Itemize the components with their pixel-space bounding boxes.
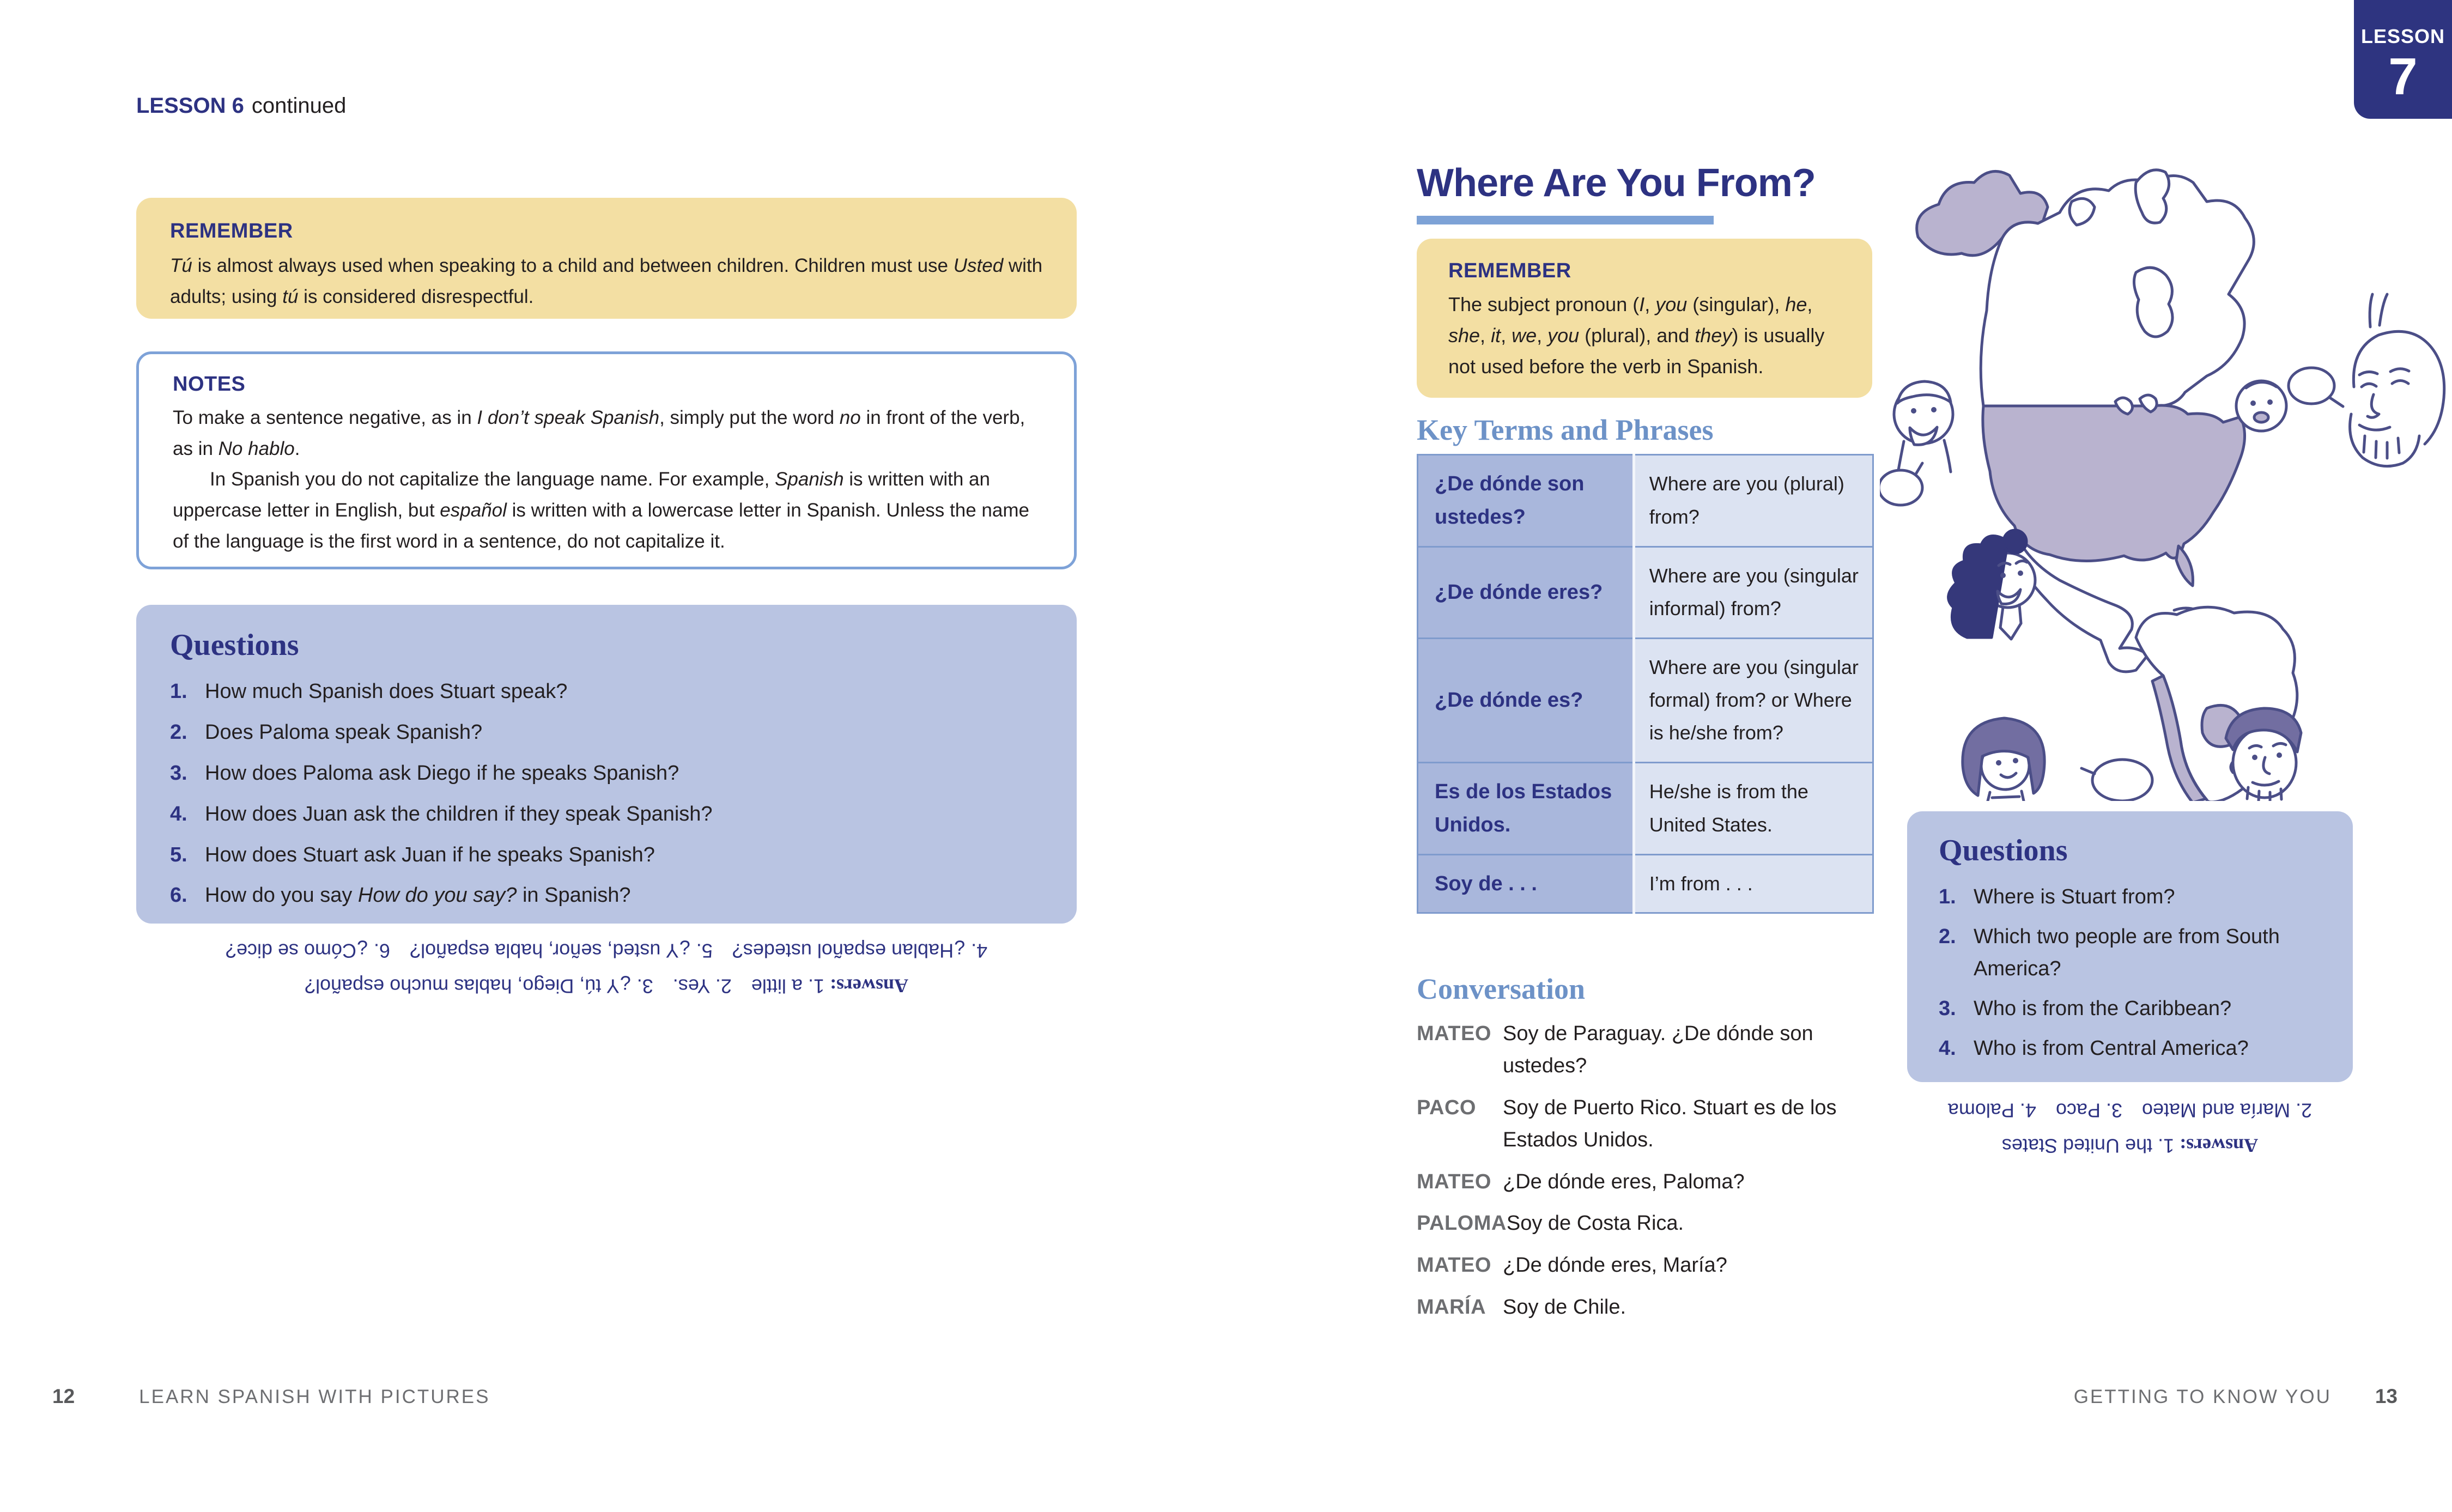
speech-bubble: [2289, 368, 2334, 404]
page-title: Where Are You From?: [1417, 161, 1816, 205]
answers-line: 4. ¿Hablan español ustedes? 5. ¿Y usted, señor, habla español? 6. ¿Cómo se dice?: [225, 939, 988, 962]
table-row: [1418, 546, 1873, 638]
question-number: 1.: [1939, 885, 1956, 908]
page-number-left: 12: [52, 1385, 75, 1407]
question-text: How does Juan ask the children if they speak Spanish?: [205, 802, 713, 825]
dialogue-line: [1417, 1249, 1874, 1282]
remember-box-right: [1417, 239, 1872, 398]
spanish-term-cell: Soy de . . .: [1418, 854, 1634, 913]
dialogue-line: [1417, 1291, 1874, 1323]
question-text: How does Paloma ask Diego if he speaks Spanish?: [205, 761, 679, 785]
face-smiling-boy: [1894, 381, 1953, 473]
notes-paragraph-1: To make a sentence negative, as in I don’t speak Spanish, simply put the word no in front of the verb, as in No hablo.: [173, 407, 1025, 459]
answers-upside-down-left: [136, 933, 1077, 1004]
questions-box-left: [136, 605, 1077, 924]
world-map-illustration: [1880, 131, 2452, 801]
question-item: [1939, 1033, 2324, 1065]
question-number: 3.: [1939, 997, 1956, 1020]
title-underline-bar: [1417, 216, 1714, 224]
answers-upside-down-right: [1907, 1092, 2353, 1163]
speech-bubble: [1880, 470, 1922, 505]
answers-line: Answers: 1. a little 2. Yes. 3. ¿Y tú, Diego, hablas mucho español?: [305, 975, 908, 998]
remember-title: REMEMBER: [1448, 259, 1571, 282]
table-row: [1418, 455, 1873, 547]
speaker-text: Soy de Paraguay. ¿De dónde son ustedes?: [1503, 1022, 1813, 1077]
face-bearded-man-top-right: [2350, 294, 2444, 466]
speaker-name: PALOMA: [1417, 1212, 1507, 1235]
spanish-term-cell: ¿De dónde eres?: [1418, 546, 1634, 638]
table-row: [1418, 762, 1873, 854]
question-item: [1939, 921, 2324, 985]
speaker-name: PACO: [1417, 1096, 1476, 1119]
speaker-text: ¿De dónde eres, María?: [1503, 1254, 1727, 1277]
question-number: 3.: [170, 761, 187, 785]
question-item: [170, 716, 1044, 749]
dialogue-line: [1417, 1018, 1874, 1082]
dialogue-line: [1417, 1207, 1874, 1240]
badge-lesson-number: 7: [2388, 47, 2418, 106]
question-text: How do you say How do you say? in Spanish?: [205, 884, 631, 907]
speech-bubble-tail: [2330, 398, 2343, 406]
speaker-text: Soy de Puerto Rico. Stuart es de los Estados Unidos.: [1503, 1096, 1837, 1151]
section-title-footer: GETTING TO KNOW YOU: [2073, 1386, 2332, 1407]
lesson-continued-header: [136, 94, 346, 118]
english-term-cell: I’m from . . .: [1634, 854, 1873, 913]
question-text: Who is from the Caribbean?: [1974, 997, 2232, 1020]
continued-label: continued: [251, 94, 347, 118]
notes-box: [136, 351, 1077, 569]
remember-body: Tú is almost always used when speaking to a child and between children. Children must use Usted with adults; using tú is considered disrespectful.: [170, 255, 1043, 307]
spanish-term-cell: ¿De dónde es?: [1418, 638, 1634, 762]
remember-title: REMEMBER: [170, 220, 293, 242]
page-number-right: 13: [2375, 1385, 2398, 1407]
book-title-footer: LEARN SPANISH WITH PICTURES: [139, 1386, 490, 1407]
question-number: 6.: [170, 884, 187, 907]
badge-lesson-label: LESSON: [2360, 25, 2445, 47]
speech-bubble: [2092, 760, 2152, 801]
question-text: How does Stuart ask Juan if he speaks Spanish?: [205, 843, 655, 866]
table-row: [1418, 854, 1873, 913]
key-terms-heading: Key Terms and Phrases: [1417, 414, 1714, 446]
dialogue-line: [1417, 1166, 1874, 1198]
answers-line: 2. María and Mateo 3. Paco 4. Paloma: [1947, 1099, 2313, 1122]
question-text: How much Spanish does Stuart speak?: [205, 680, 568, 703]
questions-title: Questions: [1939, 834, 2068, 867]
question-item: [170, 757, 1044, 790]
english-term-cell: He/she is from the United States.: [1634, 762, 1873, 854]
conversation-heading: Conversation: [1417, 973, 1585, 1005]
notes-paragraph-2: In Spanish you do not capitalize the language name. For example, Spanish is written with an uppercase letter in English, but español is written with a lowercase letter in Spanish. Unless the name of the language is the first word in a sentence, do not capitalize it.: [173, 469, 1029, 552]
speaker-text: ¿De dónde eres, Paloma?: [1503, 1170, 1745, 1193]
question-text: Which two people are from South America?: [1974, 925, 2280, 980]
speaker-name: MATEO: [1417, 1170, 1491, 1193]
face-small-child: [2236, 381, 2286, 431]
lesson-number-label: LESSON 6: [136, 94, 244, 118]
remember-box-left: [136, 198, 1077, 319]
face-girl-bob: [1963, 718, 2044, 801]
footer-right: [1880, 1385, 2403, 1408]
question-item: [170, 839, 1044, 871]
question-text: Where is Stuart from?: [1974, 885, 2175, 908]
english-term-cell: Where are you (plural) from?: [1634, 455, 1873, 547]
spanish-term-cell: Es de los Estados Unidos.: [1418, 762, 1634, 854]
speaker-name: MATEO: [1417, 1254, 1491, 1277]
english-term-cell: Where are you (singular formal) from? or Where is he/she from?: [1634, 638, 1873, 762]
dialogue-line: [1417, 1092, 1874, 1156]
question-number: 2.: [170, 720, 187, 744]
speaker-text: Soy de Chile.: [1503, 1296, 1626, 1319]
question-text: Who is from Central America?: [1974, 1036, 2249, 1060]
question-number: 2.: [1939, 925, 1956, 948]
speaker-text: Soy de Costa Rica.: [1506, 1212, 1684, 1235]
question-number: 4.: [170, 802, 187, 825]
question-item: [1939, 881, 2324, 913]
questions-title: Questions: [170, 628, 299, 662]
footer-left: [52, 1385, 490, 1408]
question-item: [170, 879, 1044, 912]
question-item: [1939, 993, 2324, 1025]
question-item: [170, 676, 1044, 708]
question-text: Does Paloma speak Spanish?: [205, 720, 483, 744]
speech-bubble-tail: [1916, 463, 1922, 474]
speaker-name: MATEO: [1417, 1022, 1491, 1045]
face-woman-updo: [1949, 530, 2035, 639]
notes-title: NOTES: [173, 373, 246, 396]
remember-body: The subject pronoun (I, you (singular), he, she, it, we, you (plural), and they) is usually not used before the verb in Spanish.: [1448, 293, 1825, 378]
key-terms-table: [1417, 454, 1874, 914]
question-number: 4.: [1939, 1036, 1956, 1060]
lesson-7-badge: [2354, 0, 2452, 119]
question-number: 5.: [170, 843, 187, 866]
question-number: 1.: [170, 680, 187, 703]
questions-box-right: [1907, 811, 2353, 1082]
english-term-cell: Where are you (singular informal) from?: [1634, 546, 1873, 638]
table-row: [1418, 638, 1873, 762]
spanish-term-cell: ¿De dónde son ustedes?: [1418, 455, 1634, 547]
speaker-name: MARÍA: [1417, 1296, 1486, 1319]
conversation-dialogue: [1417, 1018, 1874, 1333]
question-item: [170, 798, 1044, 830]
speech-bubble-tail: [2081, 768, 2095, 774]
answers-line: Answers: 1. the United States: [2001, 1134, 2259, 1157]
